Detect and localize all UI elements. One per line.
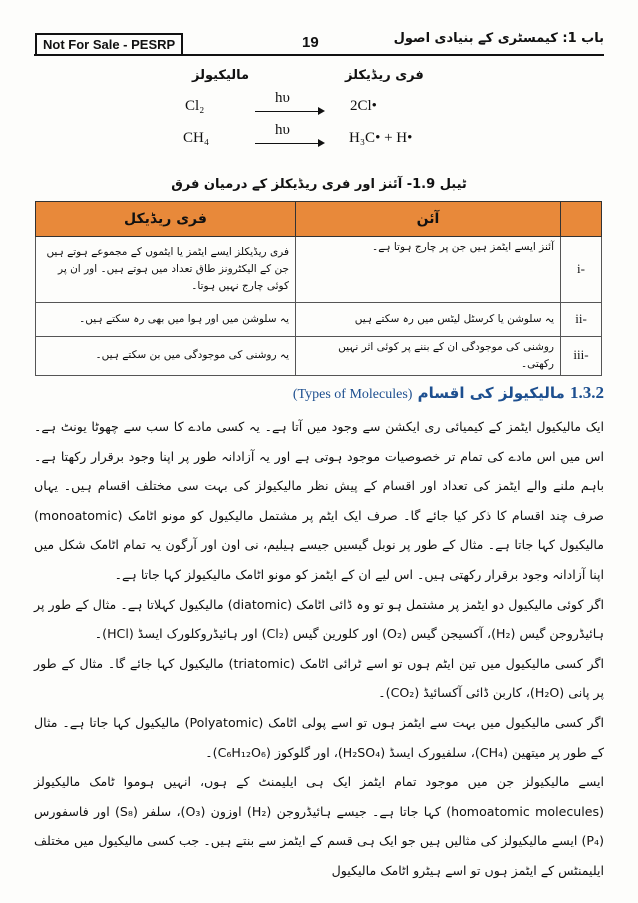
ion-cell: یہ سلوشن یا کرسٹل لیٹس میں رہ سکتے ہیں (296, 303, 561, 337)
ion-header: آئن (296, 202, 561, 237)
reaction1-light: hυ (275, 90, 290, 106)
reaction2-arrow (255, 143, 323, 144)
ions-vs-radicals-table (35, 201, 602, 376)
row-number: -i (561, 237, 602, 303)
row-number: -ii (561, 303, 602, 337)
table-caption: ٹیبل 1.9- آئنز اور فری ریڈیکلز کے درمیان فرق (171, 177, 467, 192)
reaction1-arrow (255, 111, 323, 112)
reaction1-reactant: Cl₂ (185, 98, 205, 114)
ion-cell: آئنز ایسے ایٹمز ہیں جن پر چارج ہوتا ہے۔ (296, 237, 561, 303)
paragraph: اگر کسی مالیکیول میں بہت سے ایٹمز ہوں تو اسے پولی اٹامک (Polyatomic) مالیکیول کہا جاتا ہے۔ مثال کے طور پر میتھین (CH₄)، سلفیورک ایسڈ (H₂SO₄)، اور گلوکوز (C₆H₁₂O₆)۔ (34, 714, 604, 760)
table-header-row (36, 202, 602, 237)
paragraph: اگر کوئی مالیکیول دو ایٹمز پر مشتمل ہو تو وہ ڈائی اٹامک (diatomic) مالیکیول کہلاتا ہے۔ مثال کے طور پر ہائیڈروجن گیس (H₂)، آکسیجن گیس (O₂) اور کلورین گیس (Cl₂) اور ہائیڈروکلورک ایسڈ (HCl)۔ (34, 596, 604, 642)
section-title: مالیکیولز کی اقسام (417, 384, 565, 402)
not-for-sale-badge: Not For Sale - PESRP (35, 33, 183, 56)
header-divider (34, 54, 604, 56)
page-number: 19 (302, 34, 319, 51)
table-row (36, 237, 602, 303)
num-header-cell (561, 202, 602, 237)
section-heading (293, 383, 604, 403)
ion-cell: روشنی کی موجودگی ان کے بننے پر کوئی اثر نہیں رکھتی۔ (296, 337, 561, 376)
radical-cell: فری ریڈیکلز ایسے ایٹمز یا ایٹموں کے مجموعے ہوتے ہیں جن کے الیکٹرونز طاق تعداد میں ہوتے ہیں۔ اور ان پر کوئی چارج نہیں ہوتا۔ (36, 237, 296, 303)
paragraph: اگر کسی مالیکیول میں تین ایٹم ہوں تو اسے ٹرائی اٹامک (triatomic) مالیکیول کہا جائے گا۔ مثال کے طور پر پانی (H₂O)، کاربن ڈائی آکسائیڈ (CO₂)۔ (34, 655, 604, 701)
paragraph: ایک مالیکیول ایٹمز کے کیمیائی ری ایکشن سے وجود میں آتا ہے۔ یہ کسی مادے کا سب سے چھوٹا یونٹ ہے۔ اس میں اس مادے کی تمام تر خصوصیات موجود ہوتی ہے اور یہ آزادانہ طور پر اپنا وجود برقرار رکھتا ہے۔ باہم ملنے والے ایٹمز کی تعداد اور اقسام کے پیش نظر مالیکیولز کی بہت سی مختلف اقسام ہیں۔ یہاں صرف چند اقسام کا ذکر کیا جائے گا۔ صرف ایک ایٹم پر مشتمل مالیکیول کو مونو اٹامک (monoatomic) مالیکیول کہا جاتا ہے۔ مثال کے طور پر نوبل گیسیں جیسے ہیلیم، نی اون اور آرگون یہ تمام اٹامک شکل میں اپنا آزادانہ وجود برقرار رکھتی ہیں۔ اس لیے ان کے ایٹمز کو مونو اٹامک مالیکیولز کہا جاتا ہے۔ (34, 419, 604, 582)
radical-cell: یہ سلوشن میں اور ہوا میں بھی رہ سکتے ہیں۔ (36, 303, 296, 337)
reaction2-reactant: CH₄ (183, 130, 210, 146)
molecules-label: مالیکیولز (192, 68, 250, 83)
reaction2-product: H₃C• + H• (349, 130, 413, 146)
section-number: 1.3.2 (570, 383, 604, 402)
row-number: -iii (561, 337, 602, 376)
table-row (36, 303, 602, 337)
body-text (34, 412, 604, 886)
radical-cell: یہ روشنی کی موجودگی میں بن سکتے ہیں۔ (36, 337, 296, 376)
reaction2-light: hυ (275, 122, 290, 138)
reaction1-product: 2Cl• (350, 98, 377, 114)
chapter-title: باب 1: کیمسٹری کے بنیادی اصول (393, 31, 604, 46)
section-english-title: (Types of Molecules) (292, 387, 413, 402)
radical-header: فری ریڈیکل (36, 202, 296, 237)
free-radicals-label: فری ریڈیکلز (345, 68, 424, 83)
table-row (36, 337, 602, 376)
paragraph: ایسے مالیکیولز جن میں موجود تمام ایٹمز ایک ہی ایلیمنٹ کے ہوں، انہیں ہوموا ٹامک مالیکیولز (homoatomic molecules) کہا جاتا ہے۔ جیسے ہائیڈروجن (H₂) اوزون (O₃)، سلفر (S₈) اور فاسفورس (P₄) ایسے مالیکیولز کی مثالیں ہیں جو ایک ہی قسم کے ایٹمز سے بنتے ہیں۔ جب کسی مالیکیول میں مختلف ایلیمنٹس کے ایٹمز ہوں تو اسے ہیٹرو اٹامک مالیکیول (34, 774, 604, 878)
